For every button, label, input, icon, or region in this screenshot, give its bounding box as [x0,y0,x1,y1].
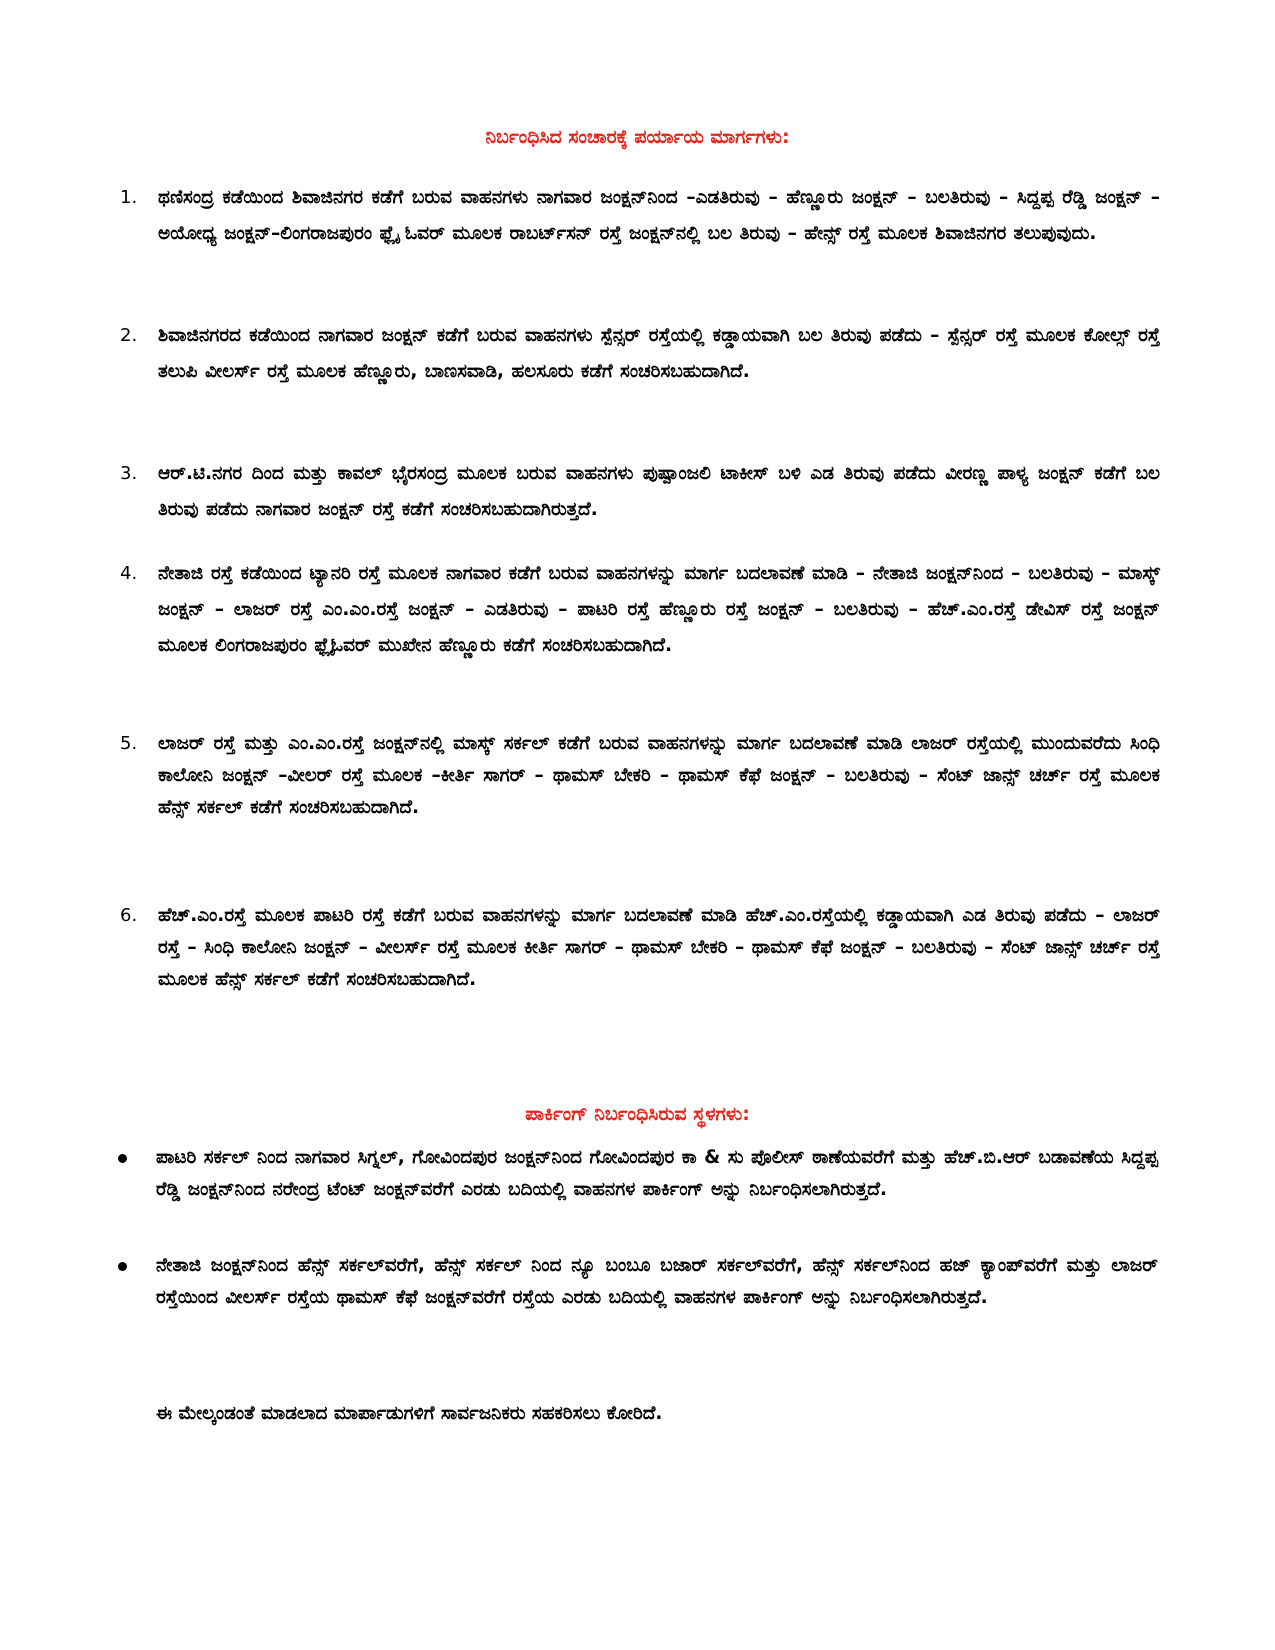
route-number: 6. [120,905,138,926]
parking-item-1 [118,1142,1160,1206]
parking-item-2 [118,1250,1160,1314]
route-item-3 [120,456,1160,528]
route-text: ನೇತಾಜಿ ರಸ್ತೆ ಕಡೆಯಿಂದ ಟ್ಯಾನರಿ ರಸ್ತೆ ಮೂಲಕ ನಾಗವಾರ ಕಡೆಗೆ ಬರುವ ವಾಹನಗಳನ್ನು ಮಾರ್ಗ ಬದಲಾವಣೆ ಮಾಡಿ – ನೇತಾಜಿ ಜಂಕ್ಷನ್‌ನಿಂದ – ಬಲತಿರುವು – ಮಾಸ್ಕ್ ಜಂಕ್ಷನ್ – ಲಾಜರ್ ರಸ್ತೆ ಎಂ.ಎಂ.ರಸ್ತೆ ಜಂಕ್ಷನ್ – ಎಡತಿರುವು – ಪಾಟರಿ ರಸ್ತೆ ಹೆಣ್ಣೂರು ರಸ್ತೆ ಜಂಕ್ಷನ್ – ಬಲತಿರುವು – ಹೆಚ್.ಎಂ.ರಸ್ತೆ ಡೇವಿಸ್ ರಸ್ತೆ ಜಂಕ್ಷನ್ ಮೂಲಕ ಲಿಂಗರಾಜಪುರಂ ಫ್ಲೈಓವರ್ ಮುಖೇನ ಹೆಣ್ಣೂರು ಕಡೆಗೆ ಸಂಚರಿಸಬಹುದಾಗಿದೆ. [158,563,1160,656]
route-item-5 [120,728,1160,824]
parking-text: ಪಾಟರಿ ಸರ್ಕಲ್ ನಿಂದ ನಾಗವಾರ ಸಿಗ್ನಲ್, ಗೋವಿಂದಪುರ ಜಂಕ್ಷನ್‌ನಿಂದ ಗೋವಿಂದಪುರ ಕಾ & ಸು ಪೊಲೀಸ್ ಠಾಣೆಯವರೆಗೆ ಮತ್ತು ಹೆಚ್.ಬಿ.ಆರ್ ಬಡಾವಣೆಯ ಸಿದ್ದಪ್ಪ ರೆಡ್ಡಿ ಜಂಕ್ಷನ್‌ನಿಂದ ನರೇಂದ್ರ ಟೆಂಟ್ ಜಂಕ್ಷನ್‌ವರೆಗೆ ಎರಡು ಬದಿಯಲ್ಲಿ ವಾಹನಗಳ ಪಾರ್ಕಿಂಗ್ ಅನ್ನು ನಿರ್ಬಂಧಿಸಲಾಗಿರುತ್ತದೆ. [156,1147,1158,1200]
bullet-dot-icon [118,1154,127,1163]
route-number: 1. [120,187,138,208]
route-text: ಆರ್.ಟಿ.ನಗರ ದಿಂದ ಮತ್ತು ಕಾವಲ್ ಭೈರಸಂದ್ರ ಮೂಲಕ ಬರುವ ವಾಹನಗಳು ಪುಷ್ಪಾಂಜಲಿ ಟಾಕೀಸ್ ಬಳಿ ಎಡ ತಿರುವು ಪಡೆದು ವೀರಣ್ಣ ಪಾಳ್ಯ ಜಂಕ್ಷನ್ ಕಡೆಗೆ ಬಲ ತಿರುವು ಪಡೆದು ನಾಗವಾರ ಜಂಕ್ಷನ್ ರಸ್ತೆ ಕಡೆಗೆ ಸಂಚರಿಸಬಹುದಾಗಿರುತ್ತದೆ. [158,463,1160,520]
route-item-1 [120,180,1160,252]
bullet-dot-icon [118,1262,127,1271]
route-text: ಶಿವಾಜಿನಗರದ ಕಡೆಯಿಂದ ನಾಗವಾರ ಜಂಕ್ಷನ್ ಕಡೆಗೆ ಬರುವ ವಾಹನಗಳು ಸ್ಪೆನ್ಸರ್ ರಸ್ತೆಯಲ್ಲಿ ಕಡ್ಡಾಯವಾಗಿ ಬಲ ತಿರುವು ಪಡೆದು – ಸ್ಪೆನ್ಸರ್ ರಸ್ತೆ ಮೂಲಕ ಕೋಲ್ಸ್ ರಸ್ತೆ ತಲುಪಿ ವೀಲರ್ಸ್ ರಸ್ತೆ ಮೂಲಕ ಹೆಣ್ಣೂರು, ಬಾಣಸವಾಡಿ, ಹಲಸೂರು ಕಡೆಗೆ ಸಂಚರಿಸಬಹುದಾಗಿದೆ. [158,325,1160,382]
route-item-6 [120,900,1160,996]
route-text: ಹೆಚ್.ಎಂ.ರಸ್ತೆ ಮೂಲಕ ಪಾಟರಿ ರಸ್ತೆ ಕಡೆಗೆ ಬರುವ ವಾಹನಗಳನ್ನು ಮಾರ್ಗ ಬದಲಾವಣೆ ಮಾಡಿ ಹೆಚ್.ಎಂ.ರಸ್ತೆಯಲ್ಲಿ ಕಡ್ಡಾಯವಾಗಿ ಎಡ ತಿರುವು ಪಡೆದು – ಲಾಜರ್ ರಸ್ತೆ – ಸಿಂಧಿ ಕಾಲೋನಿ ಜಂಕ್ಷನ್ – ವೀಲರ್ಸ್ ರಸ್ತೆ ಮೂಲಕ ಕೀರ್ತಿ ಸಾಗರ್ – ಥಾಮಸ್ ಬೇಕರಿ – ಥಾಮಸ್ ಕೆಫೆ ಜಂಕ್ಷನ್ – ಬಲತಿರುವು – ಸೆಂಟ್ ಜಾನ್ಸ್ ಚರ್ಚ್ ರಸ್ತೆ ಮೂಲಕ ಹೆನ್ಸ್ ಸರ್ಕಲ್ ಕಡೆಗೆ ಸಂಚರಿಸಬಹುದಾಗಿದೆ. [158,905,1160,990]
route-number: 3. [120,463,138,484]
route-text: ಥಣಿಸಂದ್ರ ಕಡೆಯಿಂದ ಶಿವಾಜಿನಗರ ಕಡೆಗೆ ಬರುವ ವಾಹನಗಳು ನಾಗವಾರ ಜಂಕ್ಷನ್‌ನಿಂದ –ಎಡತಿರುವು – ಹೆಣ್ಣೂರು ಜಂಕ್ಷನ್ – ಬಲತಿರುವು – ಸಿದ್ದಪ್ಪ ರೆಡ್ಡಿ ಜಂಕ್ಷನ್ – ಅಯೋಧ್ಯ ಜಂಕ್ಷನ್–ಲಿಂಗರಾಜಪುರಂ ಫ್ಲೈ ಓವರ್ ಮೂಲಕ ರಾಬರ್ಟ್‌ಸನ್ ರಸ್ತೆ ಜಂಕ್ಷನ್‌ನಲ್ಲಿ ಬಲ ತಿರುವು – ಹೇನ್ಸ್ ರಸ್ತೆ ಮೂಲಕ ಶಿವಾಜಿನಗರ ತಲುಪುವುದು. [158,187,1160,244]
route-number: 4. [120,563,138,584]
route-item-4 [120,556,1160,664]
route-number: 2. [120,325,138,346]
route-number: 5. [120,733,138,754]
closing-note: ಈ ಮೇಲ್ಕಂಡಂತೆ ಮಾಡಲಾದ ಮಾರ್ಪಾಡುಗಳಿಗೆ ಸಾರ್ವಜನಿಕರು ಸಹಕರಿಸಲು ಕೋರಿದೆ. [156,1403,663,1424]
alternate-routes-heading: ನಿರ್ಬಂಧಿಸಿದ ಸಂಚಾರಕ್ಕೆ ಪರ್ಯಾಯ ಮಾರ್ಗಗಳು: [485,126,790,148]
route-item-2 [120,318,1160,390]
parking-heading: ಪಾರ್ಕಿಂಗ್ ನಿರ್ಬಂಧಿಸಿರುವ ಸ್ಥಳಗಳು: [525,1103,750,1125]
route-text: ಲಾಜರ್ ರಸ್ತೆ ಮತ್ತು ಎಂ.ಎಂ.ರಸ್ತೆ ಜಂಕ್ಷನ್‌ನಲ್ಲಿ ಮಾಸ್ಕ್ ಸರ್ಕಲ್ ಕಡೆಗೆ ಬರುವ ವಾಹನಗಳನ್ನು ಮಾರ್ಗ ಬದಲಾವಣೆ ಮಾಡಿ ಲಾಜರ್ ರಸ್ತೆಯಲ್ಲಿ ಮುಂದುವರೆದು ಸಿಂಧಿ ಕಾಲೋನಿ ಜಂಕ್ಷನ್ –ವೀಲರ್ ರಸ್ತೆ ಮೂಲಕ –ಕೀರ್ತಿ ಸಾಗರ್ – ಥಾಮಸ್ ಬೇಕರಿ – ಥಾಮಸ್ ಕೆಫೆ ಜಂಕ್ಷನ್ – ಬಲತಿರುವು – ಸೆಂಟ್ ಜಾನ್ಸ್ ಚರ್ಚ್ ರಸ್ತೆ ಮೂಲಕ ಹೆನ್ಸ್ ಸರ್ಕಲ್ ಕಡೆಗೆ ಸಂಚರಿಸಬಹುದಾಗಿದೆ. [158,733,1160,818]
parking-text: ನೇತಾಜಿ ಜಂಕ್ಷನ್‌ನಿಂದ ಹೆನ್ಸ್ ಸರ್ಕಲ್‌ವರೆಗೆ, ಹೆನ್ಸ್ ಸರ್ಕಲ್ ನಿಂದ ನ್ಯೂ ಬಂಬೂ ಬಜಾರ್ ಸರ್ಕಲ್‌ವರೆಗೆ, ಹೆನ್ಸ್ ಸರ್ಕಲ್‌ನಿಂದ ಹಜ್ ಕ್ಯಾಂಪ್‌ವರೆಗೆ ಮತ್ತು ಲಾಜರ್ ರಸ್ತೆಯಿಂದ ವೀಲರ್ಸ್ ರಸ್ತೆಯ ಥಾಮಸ್ ಕೆಫೆ ಜಂಕ್ಷನ್‌ವರೆಗೆ ರಸ್ತೆಯ ಎರಡು ಬದಿಯಲ್ಲಿ ವಾಹನಗಳ ಪಾರ್ಕಿಂಗ್ ಅನ್ನು ನಿರ್ಬಂಧಿಸಲಾಗಿರುತ್ತದೆ. [156,1255,1158,1308]
